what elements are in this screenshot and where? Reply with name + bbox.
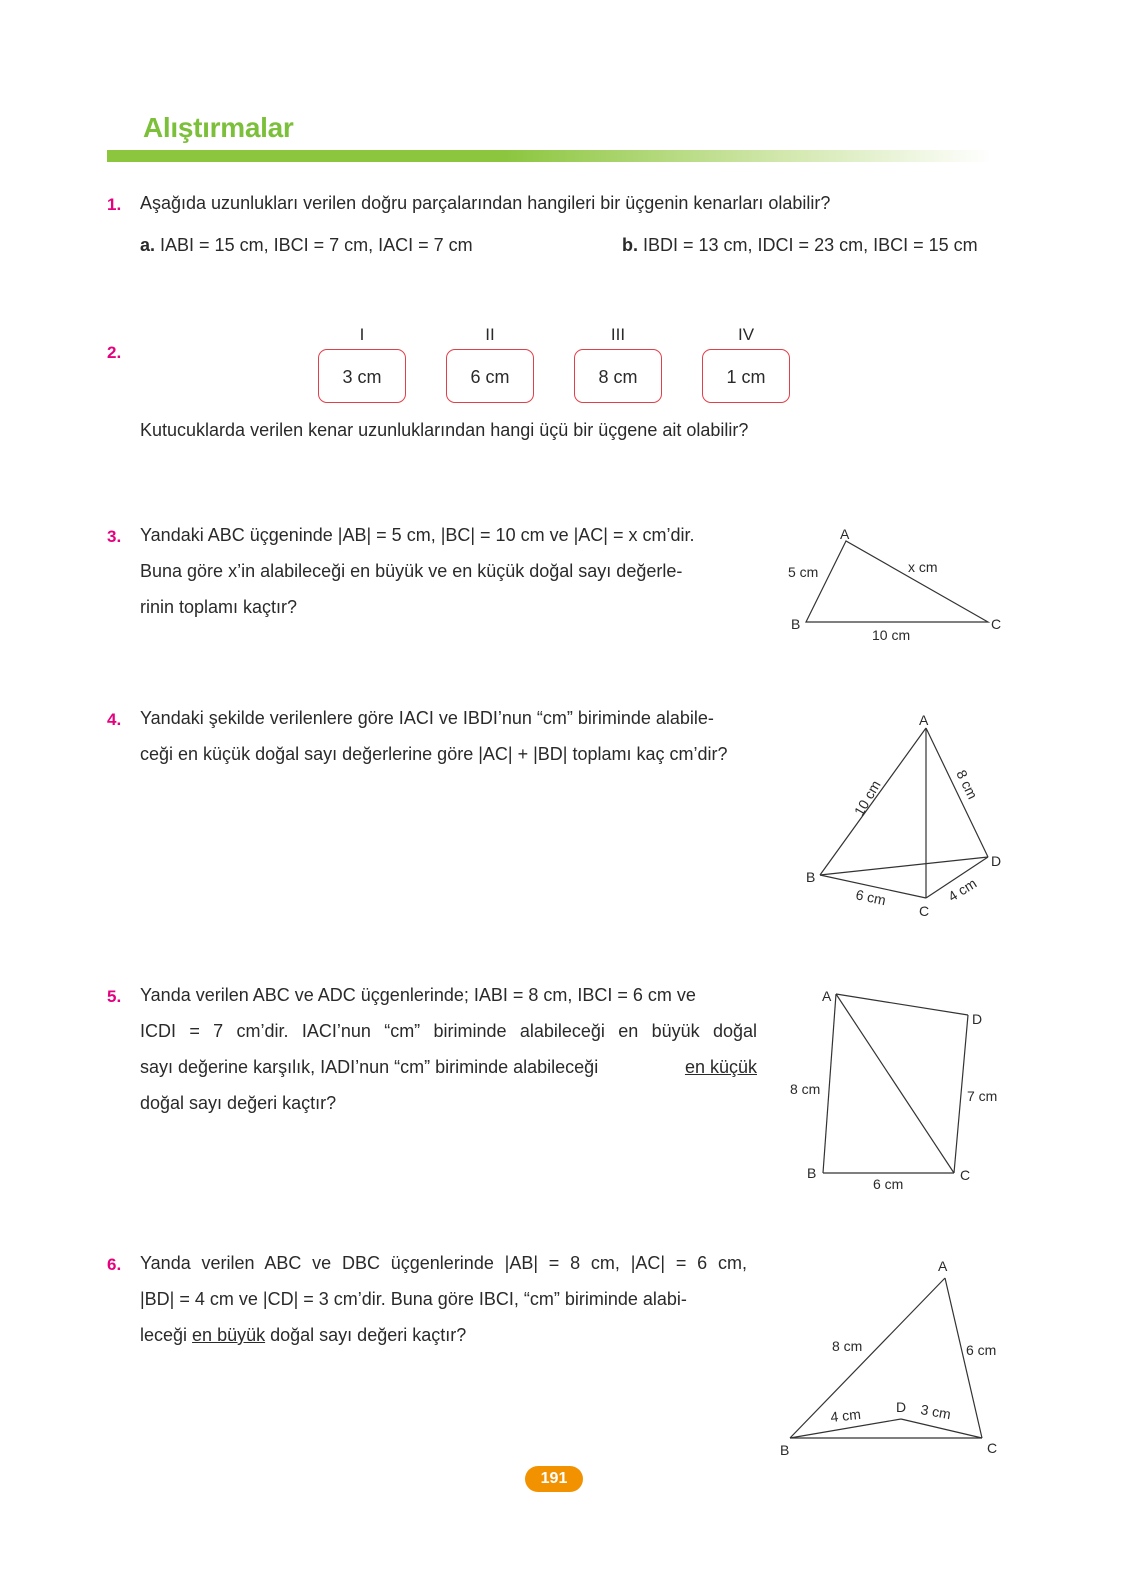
q2-roman-4: IV xyxy=(737,325,755,344)
q2-box-2: 6 cm xyxy=(446,349,534,403)
q2-box-4: 1 cm xyxy=(702,349,790,403)
q6-line-1: Yanda verilen ABC ve DBC üçgenlerinde |AB| = 8 cm, |AC| = 6 cm, xyxy=(140,1253,747,1273)
q4-label-B: B xyxy=(806,869,816,885)
q1-option-a-label: a. xyxy=(140,235,156,255)
q3-line-2: Buna göre x’in alabileceği en büyük ve en küçük doğal sayı değerle- xyxy=(140,561,683,581)
q6-underlined-text: en büyük xyxy=(192,1325,266,1345)
q3-label-BC: 10 cm xyxy=(872,627,911,643)
q2-roman-3: III xyxy=(610,325,626,344)
q4-number: 4. xyxy=(107,710,122,729)
q1-option-b-text: IBDI = 13 cm, IDCI = 23 cm, IBCI = 15 cm xyxy=(643,235,978,255)
q6-label-D: D xyxy=(896,1399,907,1415)
q5-label-BC: 6 cm xyxy=(873,1176,904,1192)
q4-label-A: A xyxy=(919,712,929,728)
q2-roman-2: II xyxy=(485,325,495,344)
q6-label-A: A xyxy=(938,1258,948,1274)
q6-label-C: C xyxy=(987,1440,998,1456)
q6-number: 6. xyxy=(107,1255,122,1274)
q1-option-a-text: IABI = 15 cm, IBCI = 7 cm, IACI = 7 cm xyxy=(160,235,473,255)
q1-number: 1. xyxy=(107,195,122,214)
q3-line-1: Yandaki ABC üçgeninde |AB| = 5 cm, |BC| = 10 cm ve |AC| = x cm’dir. xyxy=(140,525,695,545)
q3-label-C: C xyxy=(991,616,1002,632)
q6-label-AC: 6 cm xyxy=(966,1342,997,1358)
q4-label-CD: 4 cm xyxy=(945,874,980,905)
q5-line-4: doğal sayı değeri kaçtır? xyxy=(140,1093,337,1113)
q5-line-3-text: sayı değerine karşılık, IADI’nun “cm” biriminde alabileceği xyxy=(140,1057,599,1077)
q5-label-B: B xyxy=(807,1165,817,1181)
q2-number: 2. xyxy=(107,343,122,362)
q5-line-1: Yanda verilen ABC ve ADC üçgenlerinde; IABI = 8 cm, IBCI = 6 cm ve xyxy=(140,985,696,1005)
q6-line-2: |BD| = 4 cm ve |CD| = 3 cm’dir. Buna göre IBCI, “cm” biriminde alabi- xyxy=(140,1289,687,1309)
q6-label-B: B xyxy=(780,1442,790,1458)
q3-triangle xyxy=(806,541,988,622)
q5-label-CD: 7 cm xyxy=(967,1088,998,1104)
q2-text: Kutucuklarda verilen kenar uzunluklarından hangi üçü bir üçgene ait olabilir? xyxy=(140,420,749,440)
q5-number: 5. xyxy=(107,987,122,1006)
q2-roman-1: I xyxy=(359,325,365,344)
q3-number: 3. xyxy=(107,527,122,546)
q4-line-2: ceği en küçük doğal sayı değerlerine göre |AC| + |BD| toplamı kaç cm’dir? xyxy=(140,744,728,764)
q4-label-D: D xyxy=(991,853,1002,869)
q5-underlined-text: en küçük xyxy=(684,1057,757,1077)
page-number-badge: 191 xyxy=(525,1466,583,1492)
q4-line-1: Yandaki şekilde verilenlere göre IACI ve IBDI’nun “cm” biriminde alabile- xyxy=(140,708,714,728)
q4-label-BC: 6 cm xyxy=(854,886,888,909)
q5-label-AB: 8 cm xyxy=(790,1081,821,1097)
q4-label-AD: 8 cm xyxy=(953,767,981,802)
q5-label-A: A xyxy=(822,988,832,1004)
page-title: Alıştırmalar xyxy=(143,112,294,143)
q3-label-B: B xyxy=(791,616,801,632)
q2-box-3: 8 cm xyxy=(574,349,662,403)
q6-line-3-pre: leceği xyxy=(140,1325,188,1345)
q5-label-C: C xyxy=(960,1167,971,1183)
q5-label-D: D xyxy=(972,1011,983,1027)
q4-label-AB: 10 cm xyxy=(850,777,884,819)
q6-figure-lines xyxy=(790,1278,982,1438)
q6-line-3-post: doğal sayı değeri kaçtır? xyxy=(270,1325,467,1345)
q6-label-BD: 4 cm xyxy=(829,1405,862,1425)
q6-label-DC: 3 cm xyxy=(919,1401,953,1423)
q3-label-AB: 5 cm xyxy=(788,564,819,580)
q5-line-2: ICDI = 7 cm’dir. IACI’nun “cm” biriminde alabileceği en büyük doğal xyxy=(140,1021,757,1041)
q1-text: Aşağıda uzunlukları verilen doğru parçalarından hangileri bir üçgenin kenarları olabilir? xyxy=(140,193,831,213)
q2-box-1: 3 cm xyxy=(318,349,406,403)
q6-label-AB: 8 cm xyxy=(832,1338,863,1354)
q3-label-AC: x cm xyxy=(908,559,938,575)
q5-figure-lines xyxy=(823,994,968,1173)
q3-line-3: rinin toplamı kaçtır? xyxy=(140,597,298,617)
q3-label-A: A xyxy=(840,526,850,542)
q4-label-C: C xyxy=(919,903,930,919)
q1-option-b-label: b. xyxy=(622,235,638,255)
q4-figure-lines xyxy=(820,728,988,898)
